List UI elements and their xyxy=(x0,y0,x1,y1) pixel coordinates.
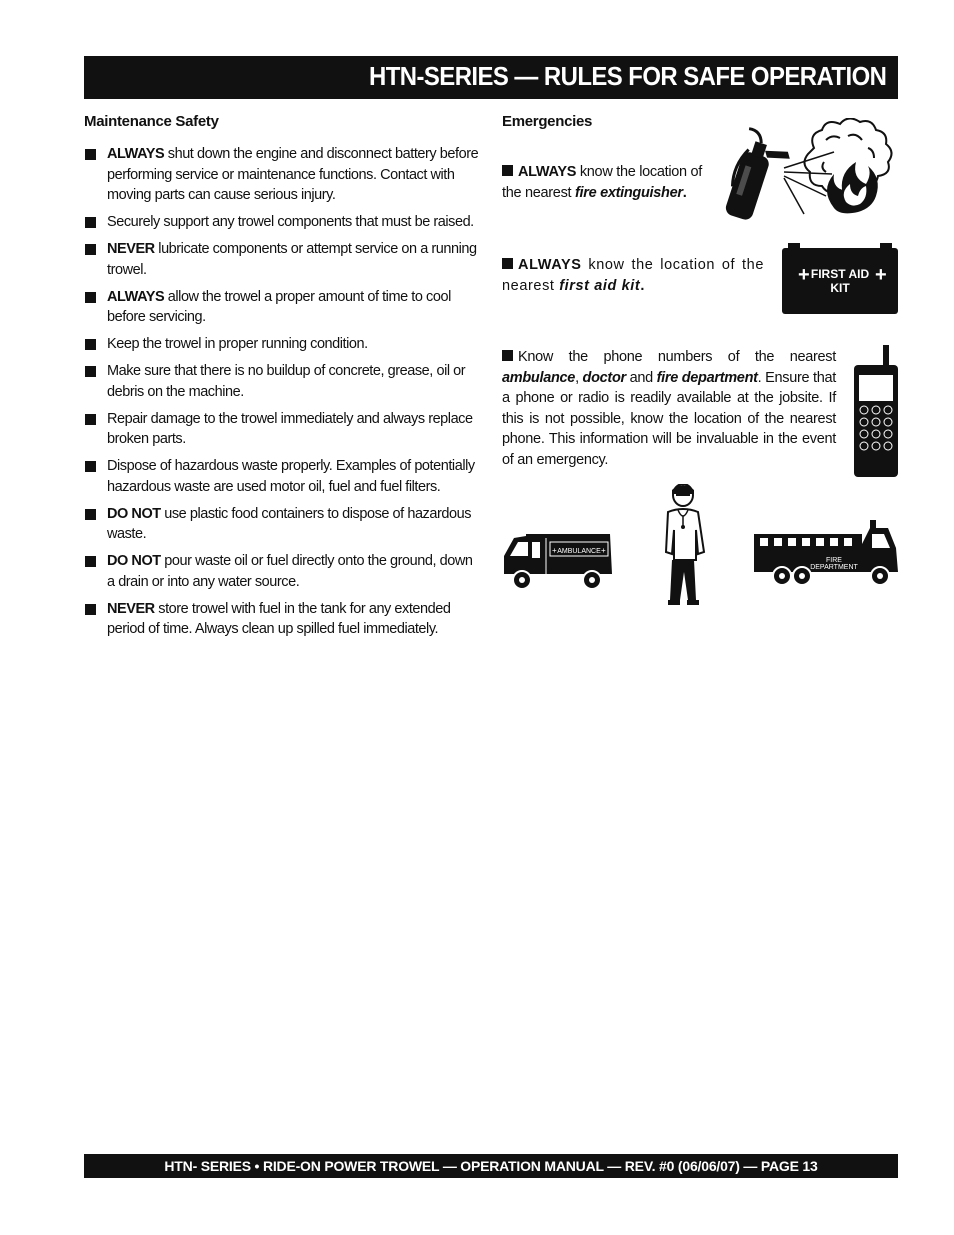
plus-icon: + xyxy=(552,546,557,555)
doctor-icon xyxy=(660,484,708,608)
fire-truck-label: FIRE xyxy=(826,557,842,564)
maintenance-heading: Maintenance Safety xyxy=(84,113,219,130)
bullet-square-icon xyxy=(85,244,96,255)
page-title: HTN-SERIES — RULES FOR SAFE OPERATION xyxy=(368,61,886,91)
bullet-square-icon xyxy=(85,461,96,472)
plus-icon: + xyxy=(875,264,887,286)
maintenance-safety-section xyxy=(84,113,482,646)
bullet-square-icon xyxy=(85,366,96,377)
first-aid-kit-icon xyxy=(782,243,898,315)
list-item: Make sure that there is no buildup of concrete, grease, oil or debris on the machine. xyxy=(84,361,482,402)
list-item: ALWAYS allow the trowel a proper amount of time to cool before servicing. xyxy=(84,287,482,328)
bullet-square-icon xyxy=(85,339,96,350)
extinguisher-item: ALWAYS know the location of the nearest fire extinguisher. xyxy=(502,164,703,201)
fire-truck-label: DEPARTMENT xyxy=(810,564,858,571)
list-item: DO NOT use plastic food containers to dispose of hazardous waste. xyxy=(84,504,482,545)
first-aid-kit-label: KIT xyxy=(830,281,850,295)
emergencies-heading: Emergencies xyxy=(502,113,593,130)
bullet-square-icon xyxy=(502,350,513,361)
plus-icon: + xyxy=(798,264,810,286)
list-item: ALWAYS shut down the engine and disconnect battery before performing service or maintenance functions. Contact with moving parts can cause serious injury. xyxy=(84,144,482,206)
list-item: Repair damage to the trowel immediately and always replace broken parts. xyxy=(84,409,482,450)
fire-truck-icon xyxy=(752,520,900,588)
bullet-square-icon xyxy=(85,292,96,303)
first-aid-item: ALWAYS know the location of the nearest first aid kit. xyxy=(502,257,764,294)
footer-text: HTN- SERIES • RIDE-ON POWER TROWEL — OPERATION MANUAL — REV. #0 (06/06/07) — PAGE 13 xyxy=(164,1158,818,1174)
bullet-square-icon xyxy=(85,414,96,425)
list-item: Securely support any trowel components that must be raised. xyxy=(84,212,482,233)
list-item: Dispose of hazardous waste properly. Examples of potentially hazardous waste are used motor oil, fuel and fuel filters. xyxy=(84,456,482,497)
bullet-square-icon xyxy=(85,509,96,520)
ambulance-icon xyxy=(502,530,614,594)
ambulance-label: AMBULANCE xyxy=(557,548,601,555)
phone-item: Know the phone numbers of the nearest ambulance, doctor and fire department. Ensure that a phone or radio is readily available at the jobsite. If this is not possible, know the location of the nearest phone. This information will be invaluable in the event of an emergency. xyxy=(502,349,836,468)
bullet-square-icon xyxy=(502,258,513,269)
bullet-square-icon xyxy=(85,556,96,567)
fire-extinguisher-icon xyxy=(722,118,898,228)
bullet-square-icon xyxy=(85,149,96,160)
footer-bar xyxy=(84,1154,898,1178)
header-bar xyxy=(84,56,898,99)
mobile-phone-icon xyxy=(853,345,899,479)
bullet-square-icon xyxy=(85,604,96,615)
list-item: DO NOT pour waste oil or fuel directly onto the ground, down a drain or into any water source. xyxy=(84,551,482,592)
bullet-square-icon xyxy=(85,217,96,228)
maintenance-list xyxy=(84,144,482,640)
list-item: NEVER lubricate components or attempt service on a running trowel. xyxy=(84,239,482,280)
plus-icon: + xyxy=(601,546,606,555)
list-item: NEVER store trowel with fuel in the tank for any extended period of time. Always clean up spilled fuel immediately. xyxy=(84,599,482,640)
bullet-square-icon xyxy=(502,165,513,176)
list-item: Keep the trowel in proper running condition. xyxy=(84,334,482,355)
first-aid-kit-label: FIRST AID xyxy=(810,267,870,281)
